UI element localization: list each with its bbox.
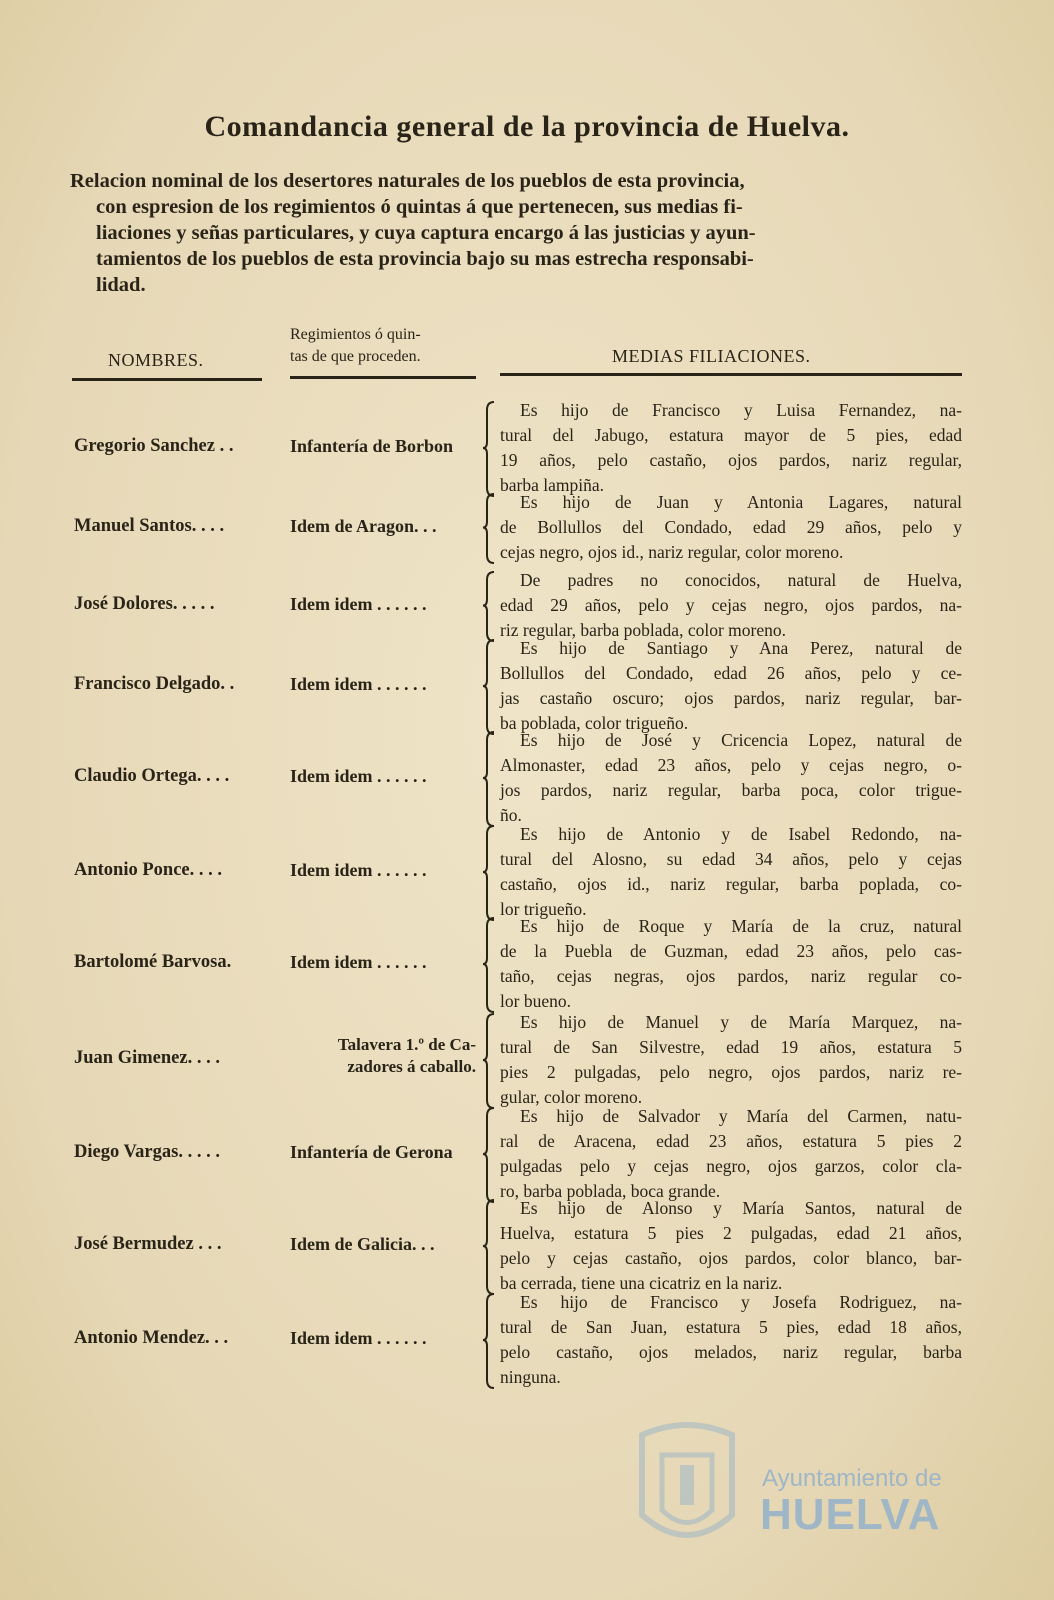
brace-glyph xyxy=(482,1292,496,1392)
brace-glyph xyxy=(482,916,496,1016)
deserter-regiment: Idem idem . . . . . . xyxy=(290,674,427,694)
deserter-regiment: Idem idem . . . . . . xyxy=(290,593,427,614)
description-line: Es hijo de Santiago y Ana Perez, natural de xyxy=(520,638,962,658)
deserter-row xyxy=(0,728,1054,828)
deserter-row xyxy=(0,1196,1054,1296)
description-line: Es hijo de Francisco y Josefa Rodriguez, na- xyxy=(520,1292,962,1312)
description-line: Es hijo de Roque y María de la cruz, natural xyxy=(520,916,962,936)
description-line: ninguna. xyxy=(500,1367,561,1387)
deserter-name: Antonio Ponce. . . . xyxy=(74,860,222,880)
description-line: Bollullos del Condado, edad 26 años, pelo y ce- xyxy=(500,663,962,683)
description-line: lor trigueño. xyxy=(500,899,587,919)
brace-glyph xyxy=(482,730,496,830)
description-line: De padres no conocidos, natural de Huelva, xyxy=(520,570,962,590)
description-line: tural del Alosno, su edad 34 años, pelo y cejas xyxy=(500,849,962,869)
intro-line: tamientos de los pueblos de esta provincia bajo su mas estrecha responsabi- xyxy=(96,248,754,270)
description-line: ba cerrada, tiene una cicatriz en la nariz. xyxy=(500,1273,783,1293)
deserter-regiment: Idem idem . . . . . . xyxy=(290,860,427,880)
deserter-row xyxy=(0,1290,1054,1390)
brace-glyph xyxy=(482,1198,496,1298)
description-line: pies 2 pulgadas, pelo negro, ojos pardos, nariz re- xyxy=(500,1062,962,1082)
watermark-text: Ayuntamiento de xyxy=(762,1465,942,1492)
deserter-description xyxy=(500,728,962,828)
description-line: ro, barba poblada, boca grande. xyxy=(500,1181,721,1201)
deserter-row xyxy=(0,914,1054,1014)
deserter-row xyxy=(0,568,1054,643)
deserter-name: Manuel Santos. . . . xyxy=(74,515,225,536)
deserter-name: José Bermudez . . . xyxy=(74,1234,222,1254)
description-line: Es hijo de José y Cricencia Lopez, natural de xyxy=(520,730,962,750)
description-line: cejas negro, ojos id., nariz regular, color moreno. xyxy=(500,542,844,562)
deserter-name: Francisco Delgado. . xyxy=(74,674,235,694)
description-line: pulgadas pelo y cejas negro, ojos garzos, color cla- xyxy=(500,1156,962,1176)
deserter-name: José Dolores. . . . . xyxy=(74,593,215,614)
description-line: jos pardos, nariz regular, barba poca, color trigue- xyxy=(500,780,962,800)
deserter-name: Diego Vargas. . . . . xyxy=(74,1142,220,1162)
deserter-description xyxy=(500,1104,962,1204)
deserter-name: Claudio Ortega. . . . xyxy=(74,766,230,786)
deserter-description xyxy=(500,1290,962,1390)
intro-line: Relacion nominal de los desertores naturales de los pueblos de esta provincia, xyxy=(70,170,745,192)
deserter-regiment: Talavera 1.º de Ca- zadores á caballo. xyxy=(337,1035,476,1076)
deserter-regiment: Idem idem . . . . . . xyxy=(290,952,427,972)
deserter-description xyxy=(500,636,962,736)
deserter-regiment: Idem idem . . . . . . xyxy=(290,1328,427,1348)
deserter-name: Gregorio Sanchez . . xyxy=(74,436,234,456)
description-line: Huelva, estatura 5 pies 2 pulgadas, edad 21 años, xyxy=(500,1223,962,1243)
deserter-name: Juan Gimenez. . . . xyxy=(74,1048,220,1068)
deserter-regiment: Infantería de Borbon xyxy=(290,436,454,456)
description-line: 19 años, pelo castaño, ojos pardos, nariz regular, xyxy=(500,450,962,470)
intro-line: lidad. xyxy=(96,274,146,296)
deserter-description xyxy=(500,490,962,565)
deserter-description xyxy=(500,914,962,1014)
header-rule xyxy=(290,376,476,379)
deserter-row xyxy=(0,398,1054,498)
brace-glyph xyxy=(482,824,496,924)
description-line: Almonaster, edad 23 años, pelo y cejas negro, o- xyxy=(500,755,962,775)
description-line: pelo y cejas castaño, ojos pardos, color blanco, bar- xyxy=(500,1248,962,1268)
description-line: edad 29 años, pelo y cejas negro, ojos pardos, na- xyxy=(500,595,962,615)
description-line: ba poblada, color trigueño. xyxy=(500,713,689,733)
description-line: riz regular, barba poblada, color moreno. xyxy=(500,620,786,640)
deserter-row xyxy=(0,1104,1054,1204)
column-header-nombres: NOMBRES. xyxy=(108,350,204,370)
page-title: Comandancia general de la provincia de Huelva. xyxy=(204,110,850,143)
deserter-regiment: Idem de Galicia. . . xyxy=(290,1234,435,1254)
intro-line: liaciones y señas particulares, y cuya captura encargo á las justicias y ayun- xyxy=(96,222,756,244)
description-line: tural del Jabugo, estatura mayor de 5 pies, edad xyxy=(500,425,962,445)
deserter-row xyxy=(0,490,1054,565)
description-line: ño. xyxy=(500,805,522,825)
description-line: Es hijo de Manuel y de María Marquez, na- xyxy=(520,1012,962,1032)
deserter-row xyxy=(0,822,1054,922)
deserter-description xyxy=(500,822,962,922)
description-line: gular, color moreno. xyxy=(500,1087,643,1107)
description-line: Es hijo de Francisco y Luisa Fernandez, na- xyxy=(520,400,962,420)
description-line: tural de San Juan, estatura 5 pies, edad 18 años, xyxy=(500,1317,962,1337)
brace-glyph xyxy=(482,570,496,645)
description-line: taño, cejas negras, ojos pardos, nariz regular co- xyxy=(500,966,962,986)
deserter-name: Bartolomé Barvosa. xyxy=(74,952,232,972)
deserter-regiment: Idem de Aragon. . . xyxy=(290,515,437,536)
brace-glyph xyxy=(482,492,496,567)
brace-glyph xyxy=(482,1012,496,1112)
intro-paragraph xyxy=(70,168,970,298)
brace-glyph xyxy=(482,638,496,738)
deserter-row xyxy=(0,1010,1054,1110)
header-rule xyxy=(500,373,962,376)
description-line: castaño, ojos id., nariz regular, barba poplada, co- xyxy=(500,874,962,894)
deserter-regiment: Idem idem . . . . . . xyxy=(290,766,427,786)
description-line: Es hijo de Salvador y María del Carmen, natu- xyxy=(520,1106,962,1126)
intro-line: con espresion de los regimientos ó quintas á que pertenecen, sus medias fi- xyxy=(96,196,743,218)
deserter-description xyxy=(500,1010,962,1110)
description-line: jas castaño oscuro; ojos pardos, nariz regular, bar- xyxy=(500,688,962,708)
description-line: de la Puebla de Guzman, edad 23 años, pelo cas- xyxy=(500,941,962,961)
column-header-regimientos-line: Regimientos ó quin- xyxy=(290,326,421,343)
description-line: Es hijo de Juan y Antonia Lagares, natural xyxy=(520,492,962,512)
watermark-brand: HUELVA xyxy=(760,1490,941,1539)
description-line: Es hijo de Alonso y María Santos, natural de xyxy=(520,1198,962,1218)
column-header-regimientos-line: tas de que proceden. xyxy=(290,348,421,365)
column-header-regimientos xyxy=(290,324,480,368)
deserter-description xyxy=(500,398,962,498)
deserter-regiment: Infantería de Gerona xyxy=(290,1142,453,1162)
deserter-name: Antonio Mendez. . . xyxy=(74,1328,229,1348)
description-line: barba lampiña. xyxy=(500,475,604,495)
description-line: tural de San Silvestre, edad 19 años, estatura 5 xyxy=(500,1037,962,1057)
description-line: lor bueno. xyxy=(500,991,571,1011)
description-line: ral de Aracena, edad 23 años, estatura 5 pies 2 xyxy=(500,1131,962,1151)
description-line: Es hijo de Antonio y de Isabel Redondo, na- xyxy=(520,824,962,844)
deserter-row xyxy=(0,636,1054,736)
deserter-description xyxy=(500,1196,962,1296)
description-line: de Bollullos del Condado, edad 29 años, pelo y xyxy=(500,517,962,537)
deserter-description xyxy=(500,568,962,643)
header-rule xyxy=(72,378,262,381)
column-header-filiaciones: MEDIAS FILIACIONES. xyxy=(612,346,811,366)
description-line: pelo castaño, ojos melados, nariz regular, barba xyxy=(500,1342,962,1362)
brace-glyph xyxy=(482,400,496,500)
brace-glyph xyxy=(482,1106,496,1206)
